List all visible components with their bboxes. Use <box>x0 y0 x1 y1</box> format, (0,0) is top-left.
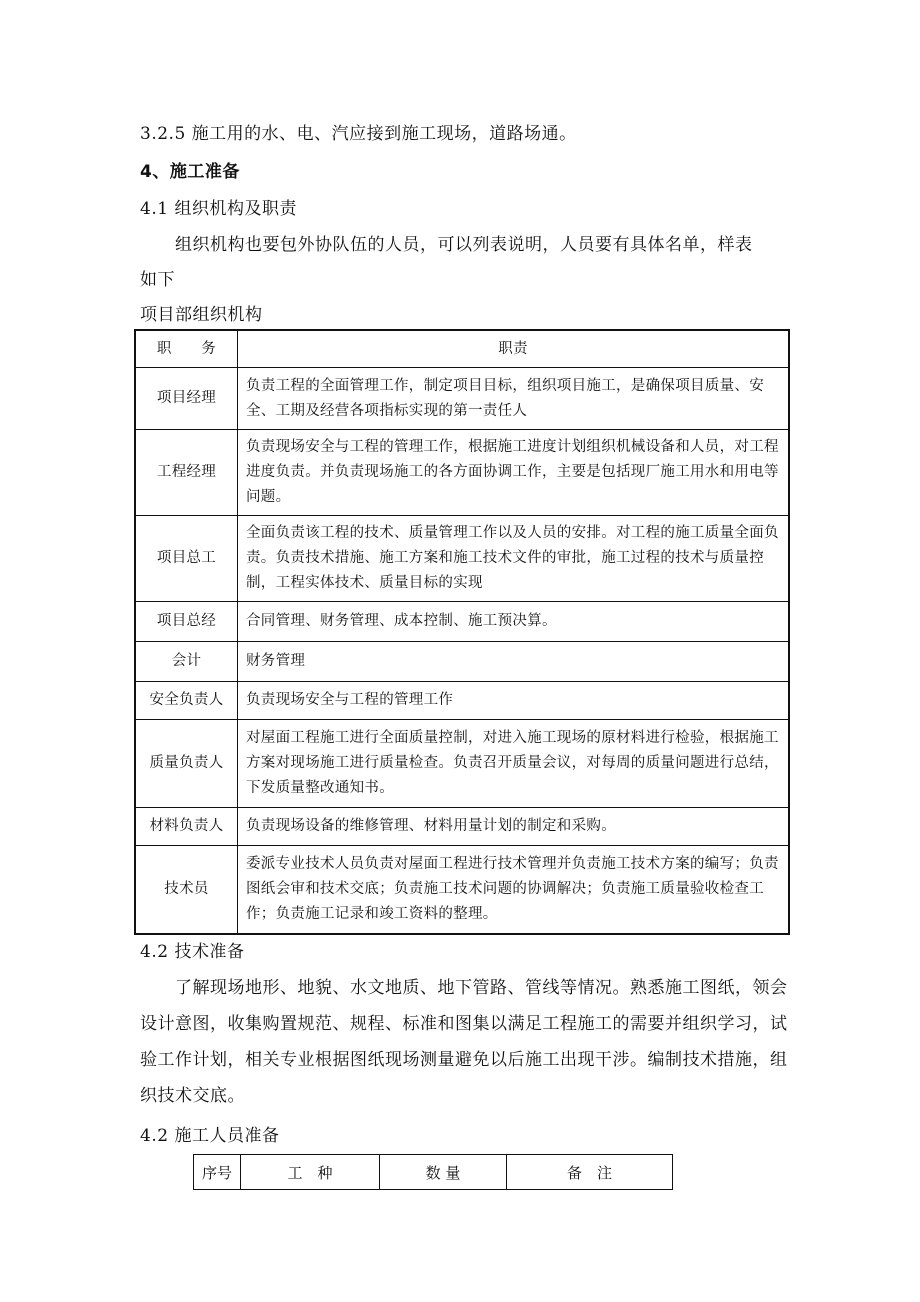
org-duty: 对屋面工程施工进行全面质量控制，对进入施工现场的原材料进行检验，根据施工方案对现场施工进行质量检查。负责召开质量会议，对每周的质量问题进行总结，下发质量整改通知书。 <box>238 720 790 808</box>
org-table-row <box>135 642 789 682</box>
staff-header-index: 序号 <box>194 1155 241 1190</box>
section-4-1-paragraph-line-2: 如下 <box>140 270 175 290</box>
org-table-header-row <box>135 330 789 368</box>
org-table-row <box>135 682 789 720</box>
org-duty: 负责现场安全与工程的管理工作 <box>238 682 790 720</box>
org-role: 会计 <box>135 642 238 682</box>
org-role: 项目经理 <box>135 368 238 430</box>
section-4-2-technical-paragraph: 了解现场地形、地貌、水文地质、地下管路、管线等情况。熟悉施工图纸，领会设计意图，收集购置规范、规程、标准和图集以满足工程施工的需要并组织学习，试验工作计划，相关专业根据图纸现场测量避免以后施工出现干涉。编制技术措施，组织技术交底。 <box>140 978 788 1106</box>
section-4-1-heading: 4.1 组织机构及职责 <box>140 199 297 219</box>
section-4-1-paragraph-line-1: 组织机构也要包外协队伍的人员，可以列表说明，人员要有具体名单，样表 <box>175 235 753 255</box>
section-4-2-staff-heading: 4.2 施工人员准备 <box>140 1126 280 1146</box>
org-table-row <box>135 846 789 934</box>
org-duty: 财务管理 <box>238 642 790 682</box>
org-duty: 委派专业技术人员负责对屋面工程进行技术管理并负责施工技术方案的编写；负责图纸会审和技术交底；负责施工技术问题的协调解决；负责施工质量验收检查工作；负责施工记录和竣工资料的整理。 <box>238 846 790 934</box>
staff-header-trade: 工 种 <box>241 1155 380 1190</box>
org-role: 质量负责人 <box>135 720 238 808</box>
org-role: 安全负责人 <box>135 682 238 720</box>
org-table-header-role: 职 务 <box>135 330 238 368</box>
org-role: 项目总工 <box>135 516 238 602</box>
section-4-2-technical-heading: 4.2 技术准备 <box>140 942 245 962</box>
staff-header-quantity: 数 量 <box>380 1155 507 1190</box>
org-table-row <box>135 516 789 602</box>
org-role: 技术员 <box>135 846 238 934</box>
org-duty: 负责现场安全与工程的管理工作，根据施工进度计划组织机械设备和人员，对工程进度负责。并负责现场施工的各方面协调工作，主要是包括现厂施工用水和用电等问题。 <box>238 430 790 516</box>
staff-prep-table <box>193 1154 673 1190</box>
org-table-row <box>135 368 789 430</box>
org-role: 工程经理 <box>135 430 238 516</box>
org-duty: 负责现场设备的维修管理、材料用量计划的制定和采购。 <box>238 808 790 846</box>
org-table-row <box>135 808 789 846</box>
org-duty: 合同管理、财务管理、成本控制、施工预决算。 <box>238 602 790 642</box>
org-table-caption: 项目部组织机构 <box>140 305 263 325</box>
org-role: 材料负责人 <box>135 808 238 846</box>
staff-header-remarks: 备 注 <box>507 1155 673 1190</box>
section-4-title: 4、施工准备 <box>140 162 240 182</box>
staff-table-header-row <box>194 1155 673 1190</box>
org-table-row <box>135 602 789 642</box>
org-structure-table <box>134 329 790 935</box>
org-table-row <box>135 720 789 808</box>
org-role: 项目总经 <box>135 602 238 642</box>
org-duty: 负责工程的全面管理工作，制定项目目标，组织项目施工，是确保项目质量、安全、工期及经营各项指标实现的第一责任人 <box>238 368 790 430</box>
org-duty: 全面负责该工程的技术、质量管理工作以及人员的安排。对工程的施工质量全面负责。负责技术措施、施工方案和施工技术文件的审批，施工过程的技术与质量控制，工程实体技术、质量目标的实现 <box>238 516 790 602</box>
intro-line: 3.2.5 施工用的水、电、汽应接到施工现场，道路场通。 <box>140 124 577 144</box>
org-table-row <box>135 430 789 516</box>
org-table-header-duty: 职责 <box>238 330 790 368</box>
